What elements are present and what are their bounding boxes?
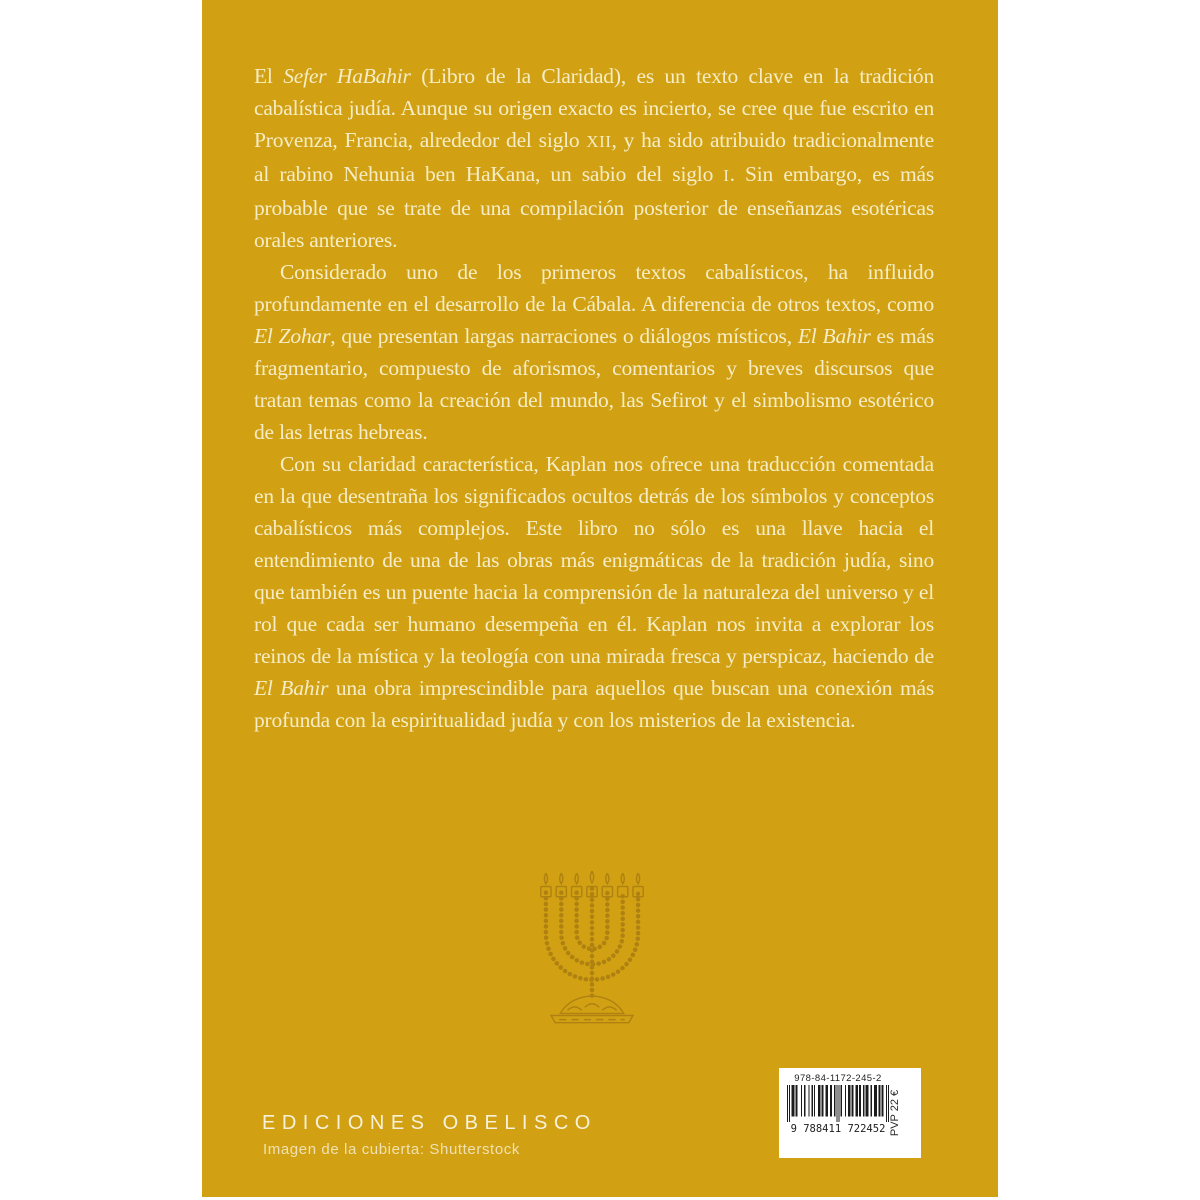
barcode-panel [779, 1068, 921, 1158]
barcode-isbn: 978-84-1172-245-2 [794, 1073, 882, 1084]
menorah-icon [528, 866, 656, 1036]
barcode-digits: 9 788411 722452 [790, 1123, 886, 1135]
cover-page [202, 0, 998, 1197]
barcode-bars [787, 1085, 889, 1122]
paragraph-3: Con su claridad característica, Kaplan nos ofrece una traducción comentada en la que desentraña los significados ocultos detrás de los símbolos y conceptos cabalísticos más complejos. Este libro no sólo es una llave hacia el entendimiento de una de las obras más enigmáticas de la tradición judía, sino que también es un puente hacia la comprensión de la naturaleza del universo y el rol que cada ser humano desempeña en él. Kaplan nos invita a explorar los reinos de la mística y la teología con una mirada fresca y perspicaz, haciendo de El Bahir una obra imprescindible para aquellos que buscan una conexión más profunda con la espiritualidad judía y con los misterios de la existencia. [254, 452, 934, 732]
paragraph-1: El Sefer HaBahir (Libro de la Claridad), es un texto clave en la tradición cabalística judía. Aunque su origen exacto es incierto, se cree que fue escrito en Provenza, Francia, alrededor del siglo XII, y ha sido atribuido tradicionalmente al rabino Nehunia ben HaKana, un sabio del siglo I. Sin embargo, es más probable que se trate de una compilación posterior de enseñanzas esotéricas orales anteriores. [254, 64, 934, 252]
publisher-name: EDICIONES OBELISCO [262, 1112, 597, 1134]
cover-credit: Imagen de la cubierta: Shutterstock [263, 1141, 520, 1158]
price-label: PVP 22 € [889, 1089, 901, 1137]
paragraph-2: Considerado uno de los primeros textos cabalísticos, ha influido profundamente en el desarrollo de la Cábala. A diferencia de otros textos, como El Zohar, que presentan largas narraciones o diálogos místicos, El Bahir es más fragmentario, compuesto de aforismos, comentarios y breves discursos que tratan temas como la creación del mundo, las Sefirot y el simbolismo esotérico de las letras hebreas. [254, 260, 934, 444]
back-cover-text [254, 60, 934, 736]
